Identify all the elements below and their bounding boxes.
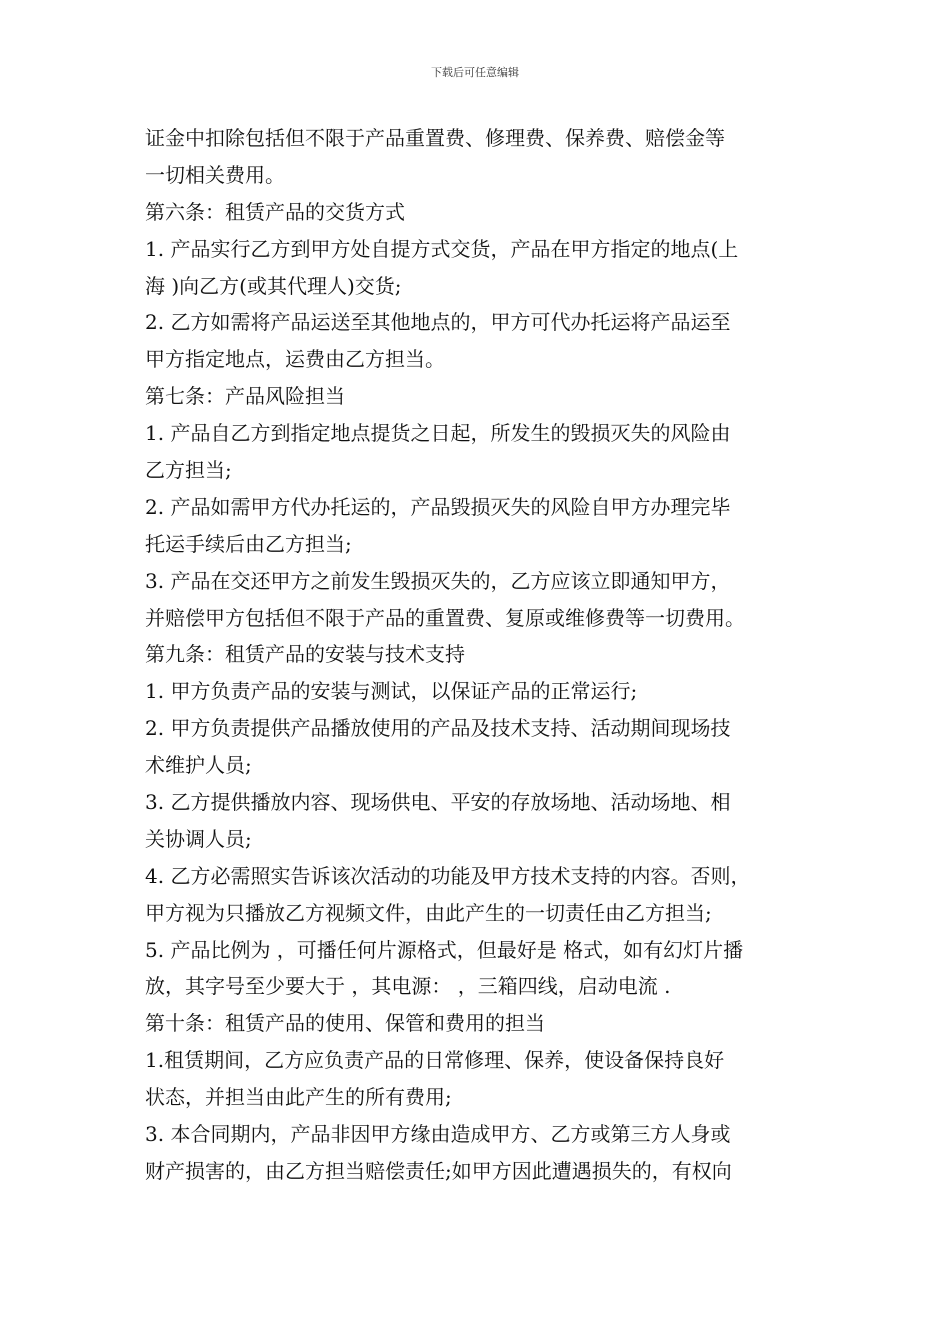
text-line: 并赔偿甲方包括但不限于产品的重置费、复原或维修费等一切费用。 bbox=[145, 605, 745, 630]
text-line: 证金中扣除包括但不限于产品重置费、修理费、保养费、赔偿金等 bbox=[145, 126, 725, 150]
text-line: 甲方视为只播放乙方视频文件，由此产生的一切责任由乙方担当; bbox=[145, 900, 712, 925]
text-line: 1. 甲方负责产品的安装与测试，以保证产品的正常运行; bbox=[145, 679, 638, 704]
text-line: 3. 产品在交还甲方之前发生毁损灭失的，乙方应该立即通知甲方， bbox=[145, 568, 731, 593]
text-line: 乙方担当; bbox=[145, 458, 232, 483]
text-line: 术维护人员; bbox=[145, 753, 252, 778]
text-line: 第七条：产品风险担当 bbox=[145, 384, 345, 409]
text-line: 放，其字号至少要大于 ，其电源： ，三箱四线，启动电流 . bbox=[145, 974, 671, 999]
text-line: 1. 产品自乙方到指定地点提货之日起，所发生的毁损灭失的风险由 bbox=[145, 421, 731, 446]
text-line: 第六条：租赁产品的交货方式 bbox=[145, 199, 405, 224]
text-line: 3. 乙方提供播放内容、现场供电、平安的存放场地、活动场地、相 bbox=[145, 790, 731, 815]
document-body bbox=[145, 120, 815, 1190]
text-line: 2. 甲方负责提供产品播放使用的产品及技术支持、活动期间现场技 bbox=[145, 716, 731, 741]
text-line: 状态，并担当由此产生的所有费用; bbox=[145, 1085, 452, 1110]
text-line: 3. 本合同期内，产品非因甲方缘由造成甲方、乙方或第三方人身或 bbox=[145, 1122, 731, 1147]
text-line: 第九条：租赁产品的安装与技术支持 bbox=[145, 642, 465, 667]
text-line: 2. 乙方如需将产品运送至其他地点的，甲方可代办托运将产品运至 bbox=[145, 310, 731, 335]
text-line: 第十条：租赁产品的使用、保管和费用的担当 bbox=[145, 1011, 545, 1036]
text-line: 财产损害的，由乙方担当赔偿责任;如甲方因此遭遇损失的，有权向 bbox=[145, 1158, 732, 1183]
text-line: 海 )向乙方(或其代理人)交货; bbox=[145, 273, 402, 298]
page-header: 下载后可任意编辑 bbox=[431, 66, 519, 79]
text-line: 4. 乙方必需照实告诉该次活动的功能及甲方技术支持的内容。否则， bbox=[145, 863, 751, 888]
text-line: 关协调人员; bbox=[145, 826, 252, 851]
text-line: 5. 产品比例为 ，可播任何片源格式，但最好是 格式，如有幻灯片播 bbox=[145, 937, 744, 962]
text-line: 托运手续后由乙方担当; bbox=[145, 531, 352, 556]
text-line: 1.租赁期间，乙方应负责产品的日常修理、保养，使设备保持良好 bbox=[145, 1048, 725, 1073]
text-line: 一切相关费用。 bbox=[145, 162, 285, 187]
text-line: 甲方指定地点，运费由乙方担当。 bbox=[145, 347, 445, 372]
text-line: 2. 产品如需甲方代办托运的，产品毁损灭失的风险自甲方办理完毕 bbox=[145, 494, 731, 519]
text-line: 1. 产品实行乙方到甲方处自提方式交货，产品在甲方指定的地点(上 bbox=[145, 236, 739, 261]
